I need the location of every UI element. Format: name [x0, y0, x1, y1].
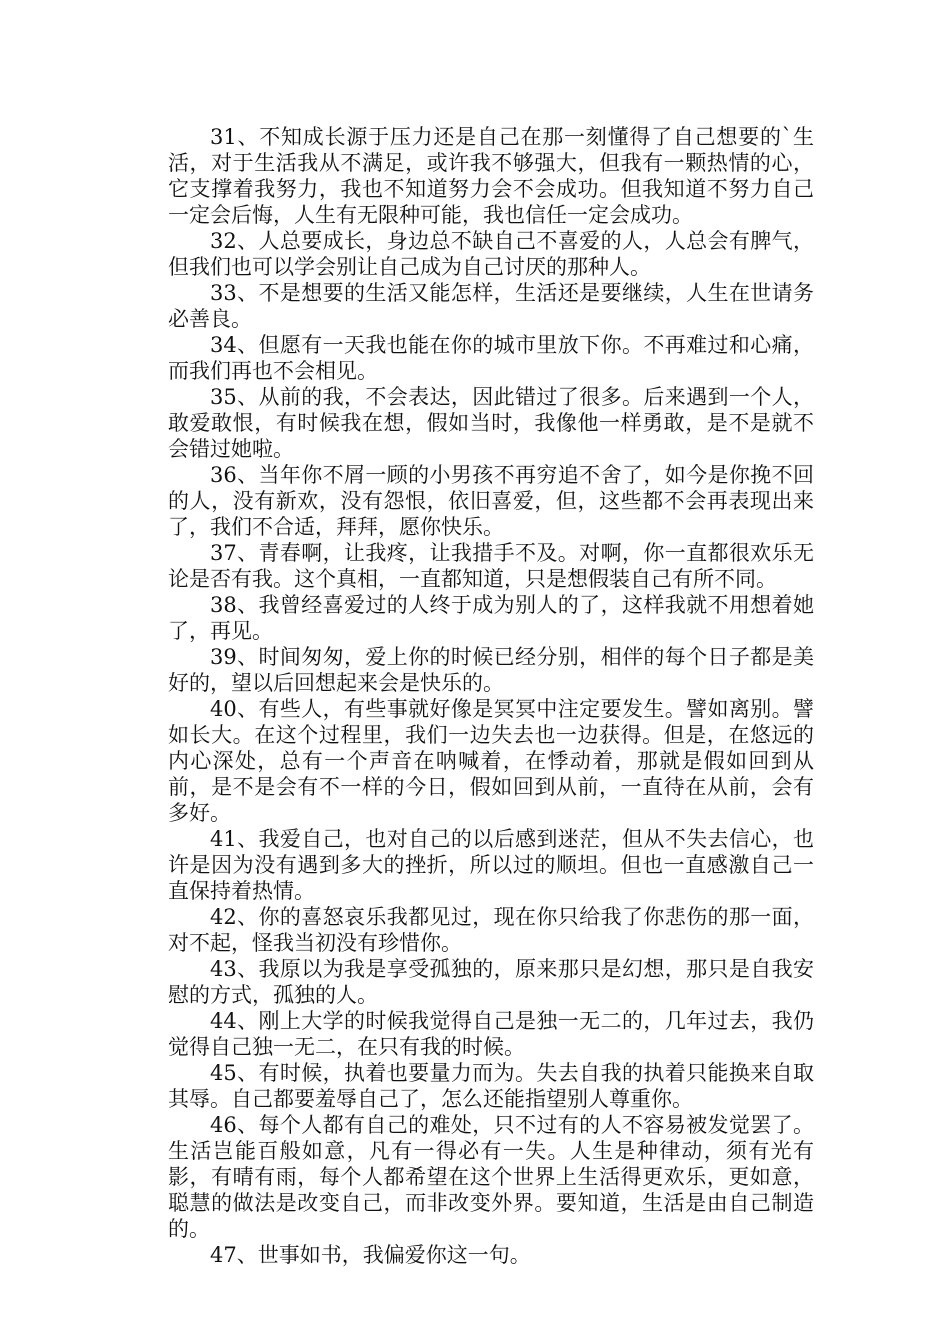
paragraph-31: 31、不知成长源于压力还是自己在那一刻懂得了自己想要的`生活，对于生活我从不满足，或许我不够强大，但我有一颗热情的心，它支撑着我努力，我也不知道努力会不会成功。但我知道不努力自己一定会后悔，人生有无限种可能，我也信任一定会成功。 — [168, 125, 814, 227]
paragraph-34: 34、但愿有一天我也能在你的城市里放下你。不再难过和心痛，而我们再也不会相见。 — [168, 333, 814, 383]
paragraph-36: 36、当年你不屑一顾的小男孩不再穷追不舍了，如今是你挽不回的人，没有新欢，没有怨恨，依旧喜爱，但，这些都不会再表现出来了，我们不合适，拜拜，愿你快乐。 — [168, 463, 814, 539]
paragraph-46: 46、每个人都有自己的难处，只不过有的人不容易被发觉罢了。生活岂能百般如意，凡有一得必有一失。人生是种律动，须有光有影，有晴有雨，每个人都希望在这个世界上生活得更欢乐，更如意，聪慧的做法是改变自己，而非改变外界。要知道，生活是由自己制造的。 — [168, 1113, 814, 1241]
paragraph-39: 39、时间匆匆，爱上你的时候已经分别，相伴的每个日子都是美好的，望以后回想起来会是快乐的。 — [168, 645, 814, 695]
paragraph-45: 45、有时候，执着也要量力而为。失去自我的执着只能换来自取其辱。自己都要羞辱自己了，怎么还能指望别人尊重你。 — [168, 1061, 814, 1111]
paragraph-33: 33、不是想要的生活又能怎样，生活还是要继续，人生在世请务必善良。 — [168, 281, 814, 331]
paragraph-43: 43、我原以为我是享受孤独的，原来那只是幻想，那只是自我安慰的方式，孤独的人。 — [168, 957, 814, 1007]
paragraph-40: 40、有些人，有些事就好像是冥冥中注定要发生。譬如离别。譬如长大。在这个过程里，我们一边失去也一边获得。但是，在悠远的内心深处，总有一个声音在呐喊着，在悸动着，那就是假如回到从前，是不是会有不一样的今日，假如回到从前，一直待在从前，会有多好。 — [168, 697, 814, 825]
paragraph-38: 38、我曾经喜爱过的人终于成为别人的了，这样我就不用想着她了，再见。 — [168, 593, 814, 643]
paragraph-37: 37、青春啊，让我疼，让我措手不及。对啊，你一直都很欢乐无论是否有我。这个真相，一直都知道，只是想假装自己有所不同。 — [168, 541, 814, 591]
paragraph-35: 35、从前的我，不会表达，因此错过了很多。后来遇到一个人，敢爱敢恨，有时候我在想，假如当时，我像他一样勇敢，是不是就不会错过她啦。 — [168, 385, 814, 461]
document-body — [168, 124, 814, 1268]
paragraph-44: 44、刚上大学的时候我觉得自己是独一无二的，几年过去，我仍觉得自己独一无二，在只有我的时候。 — [168, 1009, 814, 1059]
paragraph-41: 41、我爱自己，也对自己的以后感到迷茫，但从不失去信心，也许是因为没有遇到多大的挫折，所以过的顺坦。但也一直感激自己一直保持着热情。 — [168, 827, 814, 903]
paragraph-32: 32、人总要成长，身边总不缺自己不喜爱的人，人总会有脾气，但我们也可以学会别让自己成为自己讨厌的那种人。 — [168, 229, 814, 279]
paragraph-42: 42、你的喜怒哀乐我都见过，现在你只给我了你悲伤的那一面，对不起，怪我当初没有珍惜你。 — [168, 905, 814, 955]
paragraph-47: 47、世事如书，我偏爱你这一句。 — [210, 1243, 531, 1267]
